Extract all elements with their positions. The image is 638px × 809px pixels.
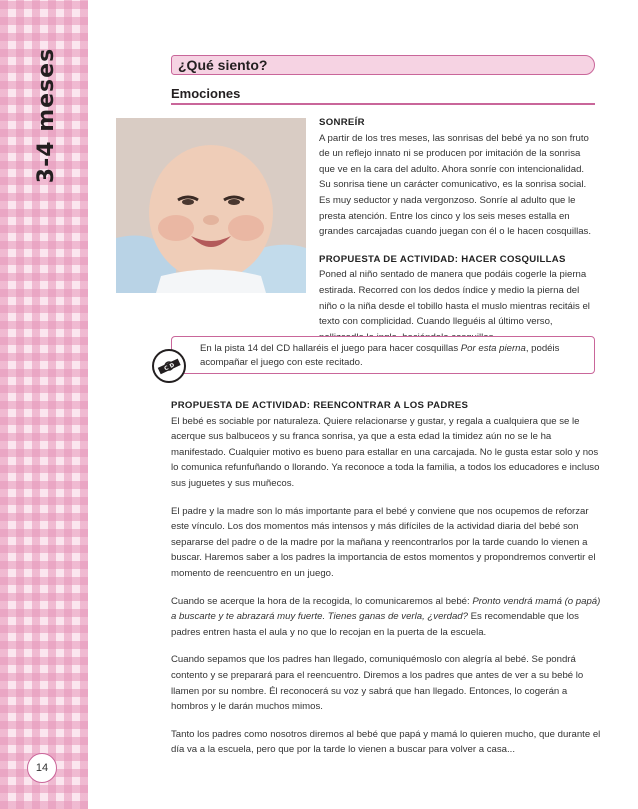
reencontrar-heading: PROPUESTA DE ACTIVIDAD: REENCONTRAR A LOS PADRES (171, 400, 469, 411)
cd-note-before: En la pista 14 del CD hallaréis el juego para hacer cosquillas (200, 343, 461, 354)
sonreir-heading: SONREÍR (319, 117, 365, 128)
baby-photo (116, 118, 306, 293)
page-title: ¿Qué siento? (171, 55, 595, 75)
page-number: 14 (27, 753, 57, 783)
cd-note-after: , podéis acompañar el juego con este recitado. (200, 343, 560, 368)
sonreir-text: A partir de los tres meses, las sonrisas del bebé ya no son fruto de un reflejo innato ni se producen por imitación de la sonrisa que ve en la cara del adulto. Ahora sonríe con intencionalidad. Su sonrisa tiene un carácter comunicativo, es la sonrisa social. Es muy seductor y nada vergonzoso. Sonríe al adulto que le presta atención. Entre los cinco y los seis meses estalla en grandes carcajadas cuando juegan con él o le hacen cosquillas. (319, 132, 592, 238)
paragraph-5: Tanto los padres como nosotros diremos al bebé que papá y mamá lo quieren mucho, que durante el día va a la escuela, pero que por la tarde lo vienen a buscar para volver a casa... (171, 728, 601, 756)
cosquillas-text: Poned al niño sentado de manera que podáis cogerle la pierna estirada. Recorred con los dedos índice y medio la pierna del niño o la niña desde el tobillo hasta el muslo mientras recitáis el texto con complicidad. Cuando lleguéis al último verso, (319, 269, 590, 328)
paragraph-1: El bebé es sociable por naturaleza. Quiere relacionarse y gustar, y regala a cualquiera que se le acerque sus balbuceos y su franca sonrisa, ya que a esta edad la timidez aún no se le ha manifestado. Cualquier motivo es bueno para estallar en una carcajada. No le gusta estar solo y nos lo comunica refunfuñando o llorando. Ya reconoce a toda la familia, a todos los educadores e incluso sus juguetes y sus muñecos. (171, 415, 600, 489)
section-subtitle: Emociones (171, 86, 241, 101)
main-text (171, 398, 601, 770)
section-label: 3-4 meses (34, 47, 60, 183)
paragraph-4: Cuando sepamos que los padres han llegado, comuniquémoslo con alegría al bebé. Se pondrá contento y se preparará para el reencuentro. Diremos a los padres que antes de ver a su bebé lo llamen por su nombre. Él reconocerá su voz y sabrá que han llegado. Entonces, lo cogerán a hombros y le darán muchos mimos. (171, 654, 584, 713)
right-column (319, 115, 597, 357)
subtitle-divider (171, 103, 595, 105)
cosquillas-heading: PROPUESTA DE ACTIVIDAD: HACER COSQUILLAS (319, 253, 566, 265)
paragraph-2: El padre y la madre son lo más importante para el bebé y conviene que nos ocupemos de reforzar este vínculo. Los dos momentos más intensos y más difíciles de la actividad diaria del bebé son separarse del padre o de la madre por la mañana y reencontrarlos por la tarde cuando lo vienen a buscar. Haremos saber a los padres la importancia de estos momentos y propondremos convertir el momento de reencuentro en un juego. (171, 505, 596, 579)
cd-note-song-title: Por esta pierna (460, 343, 526, 354)
paragraph-3: Cuando se acerque la hora de la recogida, lo comunicaremos al bebé: Pronto vendrá mamá (o papá) a buscarte y te abrazará muy fuerte. Tienes ganas de verla, ¿verdad? Es recomendable que los padres entren hasta el aula y no que lo recojan en la puerta de la escuela. (171, 595, 601, 638)
cd-icon (151, 348, 187, 384)
svg-text:C D: C D (163, 362, 176, 373)
cd-note-box (171, 336, 595, 374)
